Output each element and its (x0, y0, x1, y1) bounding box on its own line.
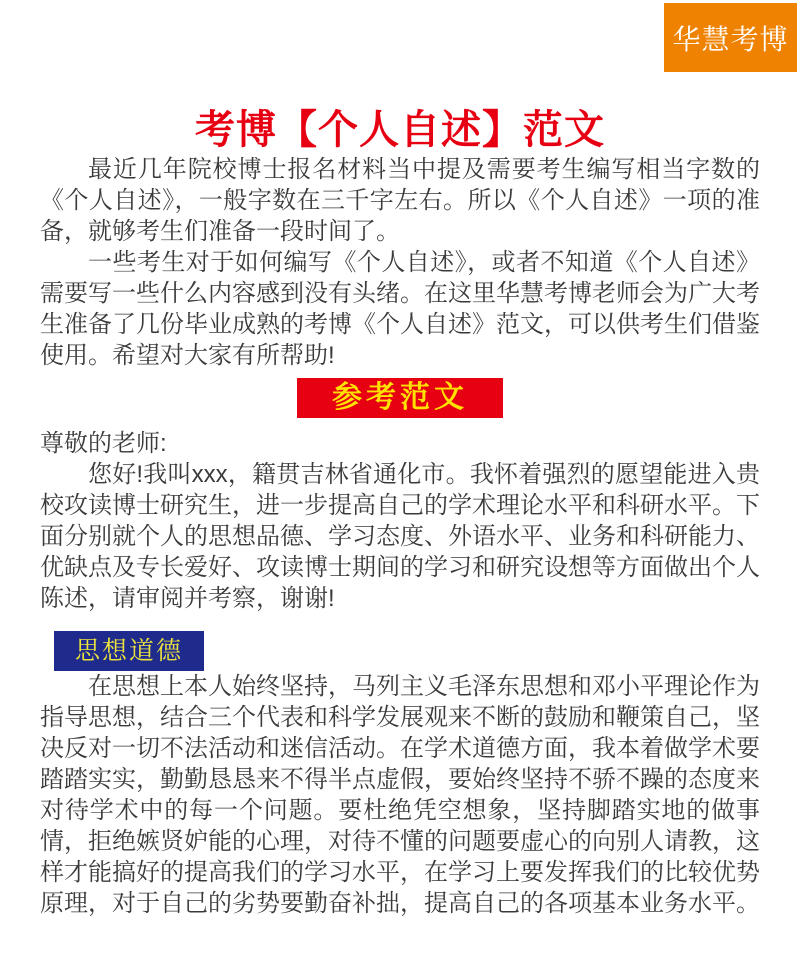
letter-opening-paragraph: 您好!我叫xxx，籍贯吉林省通化市。我怀着强烈的愿望能进入贵校攻读博士研究生，进一步提高自己的学术理论水平和科研水平。下面分别就个人的思想品德、学习态度、外语水平、业务和科研能力、优缺点及专长爱好、攻读博士期间的学习和研究设想等方面做出个人陈述，请审阅并考察，谢谢! (40, 461, 760, 612)
article-title: 考博【个人自述】范文 (195, 108, 605, 152)
brand-logo: 华慧考博 (664, 3, 797, 72)
intro-paragraph-1: 最近几年院校博士报名材料当中提及需要考生编写相当字数的《个人自述》，一般字数在三千字左右。所以《个人自述》一项的准备，就够考生们准备一段时间了。 (40, 156, 760, 245)
section-heading-badge: 思想道德 (54, 631, 204, 671)
reference-sample-banner: 参考范文 (297, 378, 503, 418)
salutation: 尊敬的老师: (40, 430, 167, 457)
intro-paragraph-2: 一些考生对于如何编写《个人自述》，或者不知道《个人自述》需要写一些什么内容感到没有头绪。在这里华慧考博老师会为广大考生准备了几份毕业成熟的考博《个人自述》范文，可以供考生们借鉴使用。希望对大家有所帮助! (40, 249, 760, 369)
article-content (0, 106, 800, 919)
section-paragraph: 在思想上本人始终坚持，马列主义毛泽东思想和邓小平理论作为指导思想，结合三个代表和科学发展观来不断的鼓励和鞭策自己，坚决反对一切不法活动和迷信活动。在学术道德方面，我本着做学术要踏踏实实，勤勤恳恳来不得半点虚假，要始终坚持不骄不躁的态度来对待学术中的每一个问题。要杜绝凭空想象，坚持脚踏实地的做事情，拒绝嫉贤妒能的心理，对待不懂的问题要虚心的向别人请教，这样才能搞好的提高我们的学习水平，在学习上要发挥我们的比较优势原理，对于自己的劣势要勤奋补拙，提高自己的各项基本业务水平。 (40, 673, 760, 917)
